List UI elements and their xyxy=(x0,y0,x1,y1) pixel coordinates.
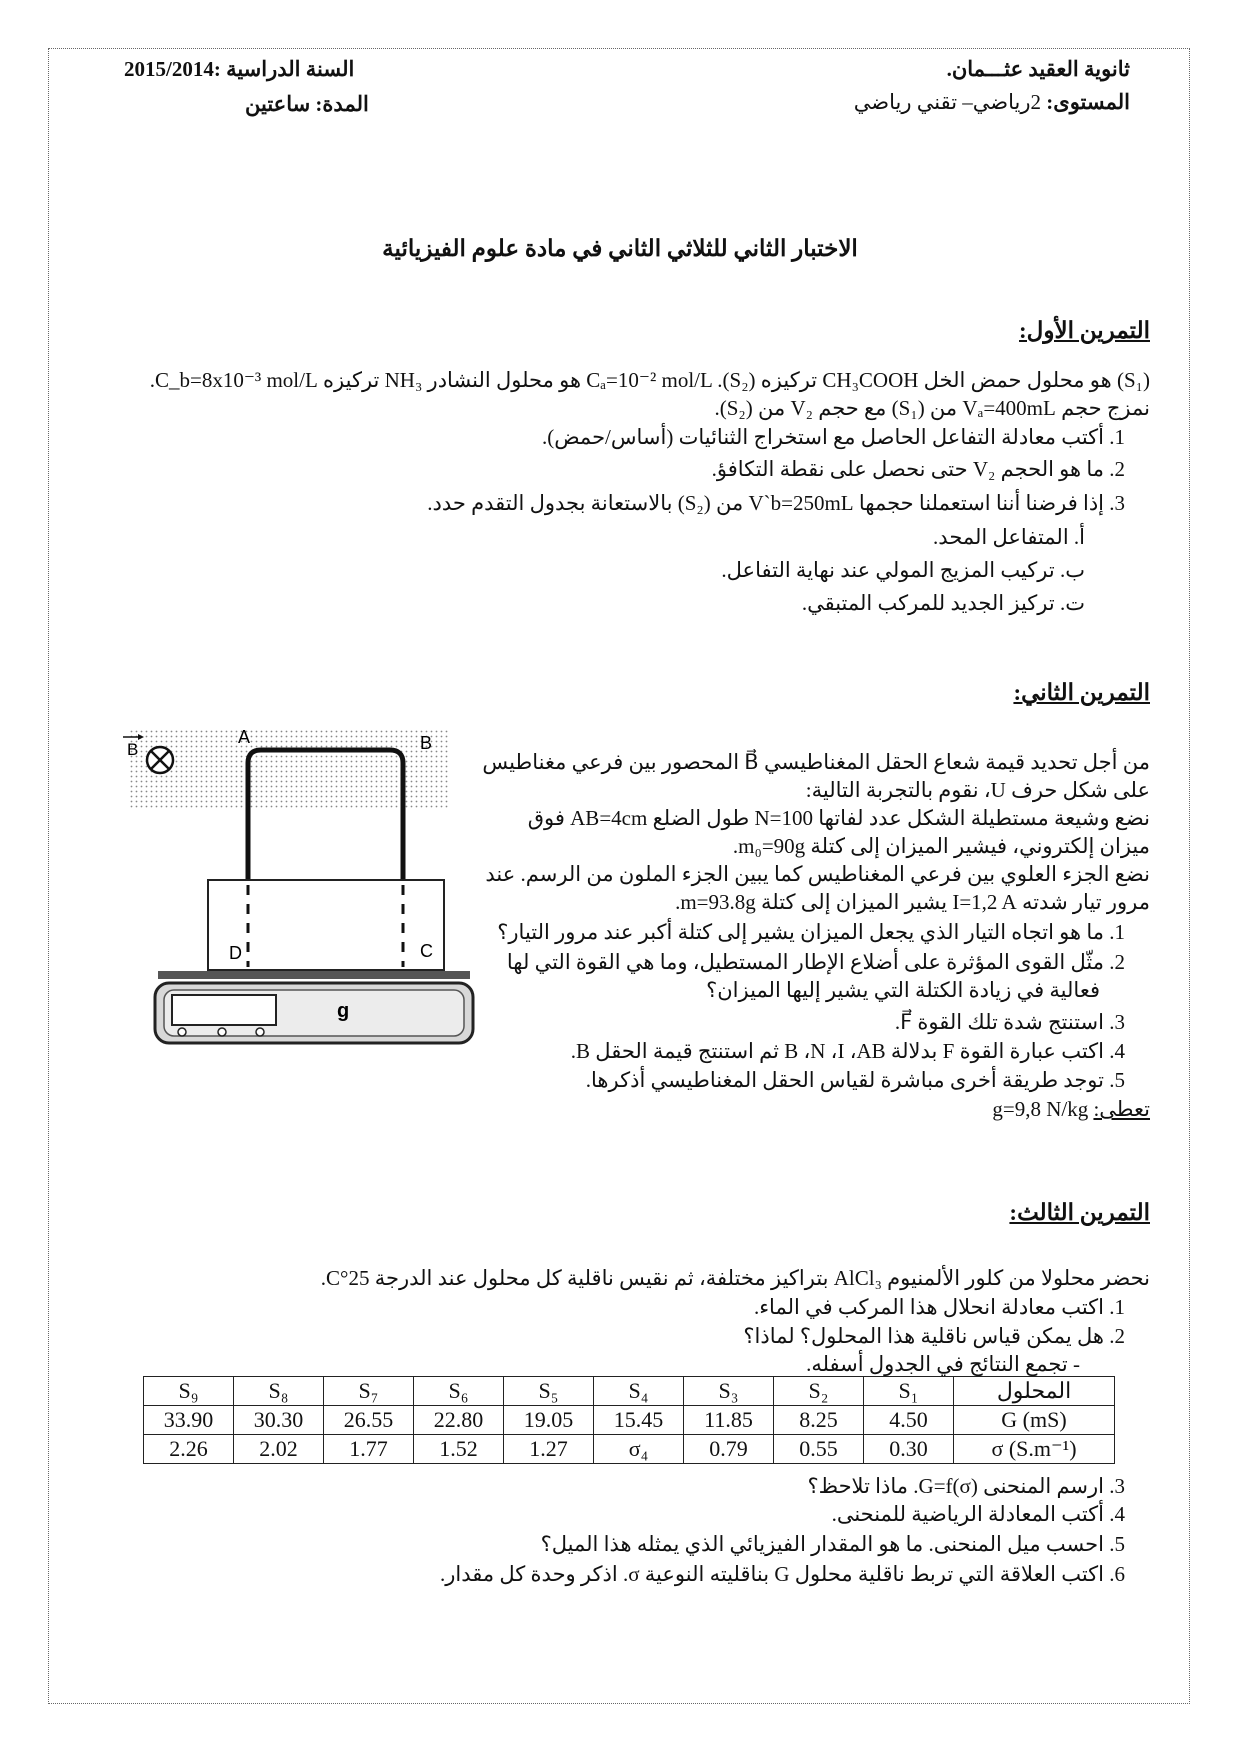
ex1-q2: 2. ما هو الحجم V₂ حتى نحصل على نقطة التكافؤ. xyxy=(711,457,1125,481)
ex2-q2b: فعالية في زيادة الكتلة التي يشير إليها الميزان؟ xyxy=(706,978,1100,1002)
ex1-q3b: ب. تركيب المزيج المولي عند نهاية التفاعل. xyxy=(721,558,1085,582)
exam-title: الاختبار الثاني للثلاثي الثاني في مادة علوم الفيزيائية xyxy=(382,236,858,261)
ex2-line-3: نضع وشيعة مستطيلة الشكل عدد لفاتها N=100 طول الضلع AB=4cm فوق xyxy=(527,806,1150,830)
table-row-g xyxy=(144,1406,1115,1435)
ex2-q3: 3. استنتج شدة تلك القوة F⃗. xyxy=(894,1010,1125,1034)
school-year: السنة الدراسية :2015/2014 xyxy=(124,57,355,81)
label-scale-unit: g xyxy=(337,1000,350,1022)
label-c: C xyxy=(420,941,433,961)
ex3-heading: التمرين الثالث: xyxy=(1009,1200,1150,1225)
level xyxy=(854,90,1130,115)
scale-display xyxy=(172,995,276,1025)
table-cell: 15.45 xyxy=(594,1406,684,1435)
ex3-q2: 2. هل يمكن قياس ناقلية هذا المحلول؟ لماذا؟ xyxy=(743,1324,1125,1348)
coil-lower-box xyxy=(208,880,444,970)
scale-button-1 xyxy=(178,1028,186,1036)
ex1-heading: التمرين الأول: xyxy=(1019,318,1150,343)
table-cell: 1.52 xyxy=(414,1435,504,1464)
label-b: B xyxy=(420,733,433,753)
table-cell: S₂ xyxy=(774,1377,864,1406)
table-cell: S₆ xyxy=(414,1377,504,1406)
table-cell: 0.30 xyxy=(864,1435,954,1464)
table-cell: 1.77 xyxy=(324,1435,414,1464)
table-cell: 8.25 xyxy=(774,1406,864,1435)
scale-plate xyxy=(158,971,470,979)
table-cell: 0.79 xyxy=(684,1435,774,1464)
given-value: g=9,8 N/kg xyxy=(992,1097,1089,1121)
ex3-q3: 3. ارسم المنحنى G=f(σ). ماذا تلاحظ؟ xyxy=(807,1474,1125,1498)
ex2-line-1: من أجل تحديد قيمة شعاع الحقل المغناطيسي B⃗ المحصور بين فرعي مغناطيس xyxy=(482,750,1150,774)
label-d: D xyxy=(229,943,242,963)
scale-button-3 xyxy=(256,1028,264,1036)
table-row-headers xyxy=(144,1377,1115,1406)
ex3-q1: 1. اكتب معادلة انحلال هذا المركب في الماء. xyxy=(753,1295,1125,1319)
ex3-q5: 5. احسب ميل المنحنى. ما هو المقدار الفيزيائي الذي يمثله هذا الميل؟ xyxy=(540,1532,1125,1556)
exam-duration: المدة: ساعتين xyxy=(245,92,369,116)
table-cell: 11.85 xyxy=(684,1406,774,1435)
ex3-q6: 6. اكتب العلاقة التي تربط ناقلية محلول G بناقليته النوعية σ. اذكر وحدة كل مقدار. xyxy=(440,1562,1125,1586)
label-field-b: B xyxy=(127,740,139,759)
given-label: تعطى: xyxy=(1093,1097,1150,1121)
ex3-line-1: نحضر محلولا من كلور الألمنيوم AlCl₃ بتراكيز مختلفة، ثم نقيس ناقلية كل محلول عند الدرجة 25°C. xyxy=(320,1266,1150,1290)
ex3-q4: 4. أكتب المعادلة الرياضية للمنحنى. xyxy=(831,1502,1125,1526)
ex1-q3c: ت. تركيز الجديد للمركب المتبقي. xyxy=(801,591,1085,615)
ex2-q2a: 2. مثّل القوى المؤثرة على أضلاع الإطار المستطيل، وما هي القوة التي لها xyxy=(506,950,1125,974)
table-cell: σ₄ xyxy=(594,1435,684,1464)
table-cell: σ (S.m⁻¹) xyxy=(954,1435,1115,1464)
table-cell: المحلول xyxy=(954,1377,1115,1406)
table-cell: 2.26 xyxy=(144,1435,234,1464)
table-cell: S₉ xyxy=(144,1377,234,1406)
table-row-sigma xyxy=(144,1435,1115,1464)
level-label: المستوى: xyxy=(1046,90,1130,114)
ex2-q1: 1. ما هو اتجاه التيار الذي يجعل الميزان يشير إلى كتلة أكبر عند مرور التيار؟ xyxy=(497,920,1125,944)
ex2-line-4: ميزان إلكتروني، فيشير الميزان إلى كتلة m₀=90g. xyxy=(732,834,1150,858)
table-cell: 22.80 xyxy=(414,1406,504,1435)
ex2-q5: 5. توجد طريقة أخرى مباشرة لقياس الحقل المغناطيسي أذكرها. xyxy=(585,1068,1125,1092)
ex2-q4: 4. اكتب عبارة القوة F بدلالة B ،N ،I ،AB ثم استنتج قيمة الحقل B. xyxy=(570,1039,1125,1063)
ex2-line-6: مرور تيار شدته I=1,2 A يشير الميزان إلى كتلة m=93.8g. xyxy=(675,890,1150,914)
magnet-balance-figure xyxy=(127,725,480,1050)
table-cell: 2.02 xyxy=(234,1435,324,1464)
ex3-note: - تجمع النتائج في الجدول أسفله. xyxy=(806,1352,1080,1376)
ex1-q3a: أ. المتفاعل المحد. xyxy=(933,525,1085,549)
conductivity-table xyxy=(143,1376,1115,1464)
table-cell: G (mS) xyxy=(954,1406,1115,1435)
level-value: 2رياضي– تقني رياضي xyxy=(853,90,1042,114)
table-cell: 33.90 xyxy=(144,1406,234,1435)
table-cell: 1.27 xyxy=(504,1435,594,1464)
ex2-line-2: على شكل حرف U، نقوم بالتجربة التالية: xyxy=(805,778,1150,802)
ex1-line-2: نمزج حجم Vₐ=400mL من (S₁) مع حجم V₂ من (S₂). xyxy=(714,396,1150,420)
table-cell: S₇ xyxy=(324,1377,414,1406)
table-cell: 0.55 xyxy=(774,1435,864,1464)
table-cell: 30.30 xyxy=(234,1406,324,1435)
table-cell: 26.55 xyxy=(324,1406,414,1435)
table-cell: S₅ xyxy=(504,1377,594,1406)
table-cell: S₈ xyxy=(234,1377,324,1406)
ex2-given xyxy=(992,1095,1150,1123)
ex1-q1: 1. أكتب معادلة التفاعل الحاصل مع استخراج الثنائيات (أساس/حمض). xyxy=(541,425,1125,449)
scale-button-2 xyxy=(218,1028,226,1036)
ex1-line-1: (S₁) هو محلول حمض الخل CH₃COOH تركيزه Cₐ=10⁻² mol/L .(S₂) هو محلول النشادر NH₃ تركيزه C_b=8x10⁻³ mol/L. xyxy=(149,368,1150,392)
table-cell: S₃ xyxy=(684,1377,774,1406)
school-name: ثانوية العقيد عثـــمان. xyxy=(946,57,1130,81)
ex2-line-5: نضع الجزء العلوي بين فرعي المغناطيس كما يبين الجزء الملون من الرسم. عند xyxy=(485,862,1150,886)
label-a: A xyxy=(238,727,251,747)
table-cell: 4.50 xyxy=(864,1406,954,1435)
table-cell: S₁ xyxy=(864,1377,954,1406)
ex1-q3: 3. إذا فرضنا أننا استعملنا حجمها V`b=250mL من (S₂) بالاستعانة بجدول التقدم حدد. xyxy=(427,491,1125,515)
table-cell: S₄ xyxy=(594,1377,684,1406)
table-cell: 19.05 xyxy=(504,1406,594,1435)
ex2-heading: التمرين الثاني: xyxy=(1013,680,1150,705)
